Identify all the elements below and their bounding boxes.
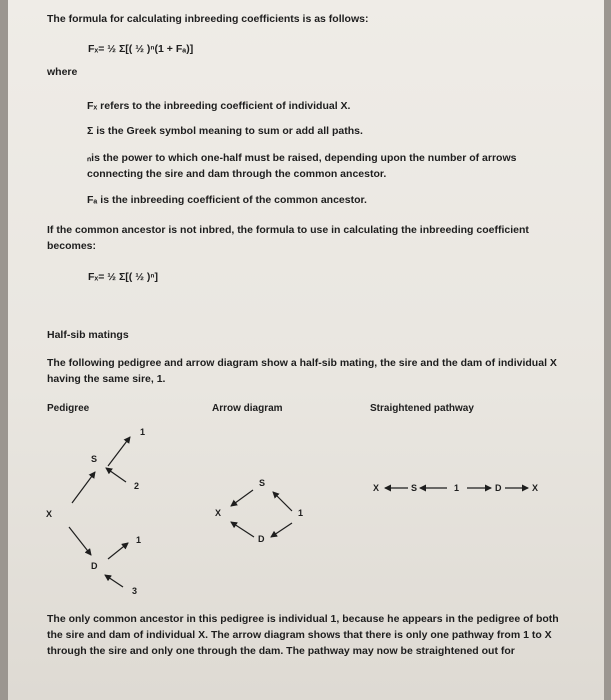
straight-node-1: 1 [454, 483, 460, 493]
pedigree-node-2: 2 [134, 481, 140, 491]
straightened-pathway-label: Straightened pathway [370, 403, 474, 414]
halfsib-heading: Half-sib matings [47, 329, 129, 341]
halfsib-line2: having the same sire, 1. [47, 373, 166, 385]
arrow-diagram-1-d [271, 523, 292, 537]
arrow-node-1: 1 [298, 508, 304, 518]
where-label: where [47, 66, 78, 78]
pedigree-arrow-d-1b [108, 543, 128, 559]
arrow-node-x: X [215, 508, 222, 518]
pedigree-node-1b: 1 [136, 535, 142, 545]
pedigree-label: Pedigree [47, 403, 90, 414]
document-page [8, 0, 604, 700]
conclusion-line2: the sire and dam of individual X. The arrow diagram shows that there is only one pathway from 1 to X [47, 629, 552, 641]
diagram-arrows [8, 0, 604, 700]
pedigree-node-1a: 1 [140, 427, 146, 437]
arrow-diagram-d-x [231, 522, 254, 537]
formula-not-inbred: Fₓ= ½ Σ[( ½ )ⁿ] [88, 271, 159, 283]
straight-node-x2: X [532, 483, 539, 493]
formula-general: Fₓ= ½ Σ[( ½ )ⁿ(1 + Fₐ)] [88, 43, 194, 55]
straight-node-x: X [373, 483, 380, 493]
arrow-diagram-s-x [231, 490, 253, 506]
pedigree-node-s: S [91, 454, 98, 464]
arrow-diagram-1-s [273, 492, 292, 511]
conclusion-line1: The only common ancestor in this pedigree is individual 1, because he appears in the pedigree of both [47, 613, 559, 625]
arrow-diagram-label: Arrow diagram [212, 403, 283, 414]
not-inbred-line2: becomes: [47, 240, 97, 252]
definition-n-line1: ₙis the power to which one-half must be raised, depending upon the number of arrows [87, 152, 517, 164]
arrow-node-s: S [259, 478, 266, 488]
pedigree-line-x-d [69, 527, 91, 555]
pedigree-arrow-s-1a [108, 437, 130, 466]
straight-node-s: S [411, 483, 418, 493]
straight-node-d: D [495, 483, 502, 493]
definition-sigma: Σ is the Greek symbol meaning to sum or add all paths. [87, 125, 363, 137]
definition-n-line2: connecting the sire and dam through the common ancestor. [87, 168, 387, 180]
not-inbred-line1: If the common ancestor is not inbred, the formula to use in calculating the inbreeding coefficient [47, 224, 529, 236]
arrow-node-d: D [258, 534, 265, 544]
pedigree-arrow-2-s [106, 468, 126, 482]
intro-text: The formula for calculating inbreeding coefficients is as follows: [47, 13, 369, 25]
pedigree-arrow-3-d [105, 575, 123, 587]
pedigree-node-3: 3 [132, 586, 138, 596]
pedigree-node-x: X [46, 509, 53, 519]
pedigree-line-x-s [72, 472, 95, 503]
definition-fx: Fₓ refers to the inbreeding coefficient of individual X. [87, 100, 351, 112]
conclusion-line3: through the sire and only one through the dam. The pathway may now be straightened out for [47, 645, 515, 657]
halfsib-line1: The following pedigree and arrow diagram show a half-sib mating, the sire and the dam of individual X [47, 357, 557, 369]
definition-fa: Fₐ is the inbreeding coefficient of the common ancestor. [87, 194, 367, 206]
pedigree-node-d: D [91, 561, 98, 571]
